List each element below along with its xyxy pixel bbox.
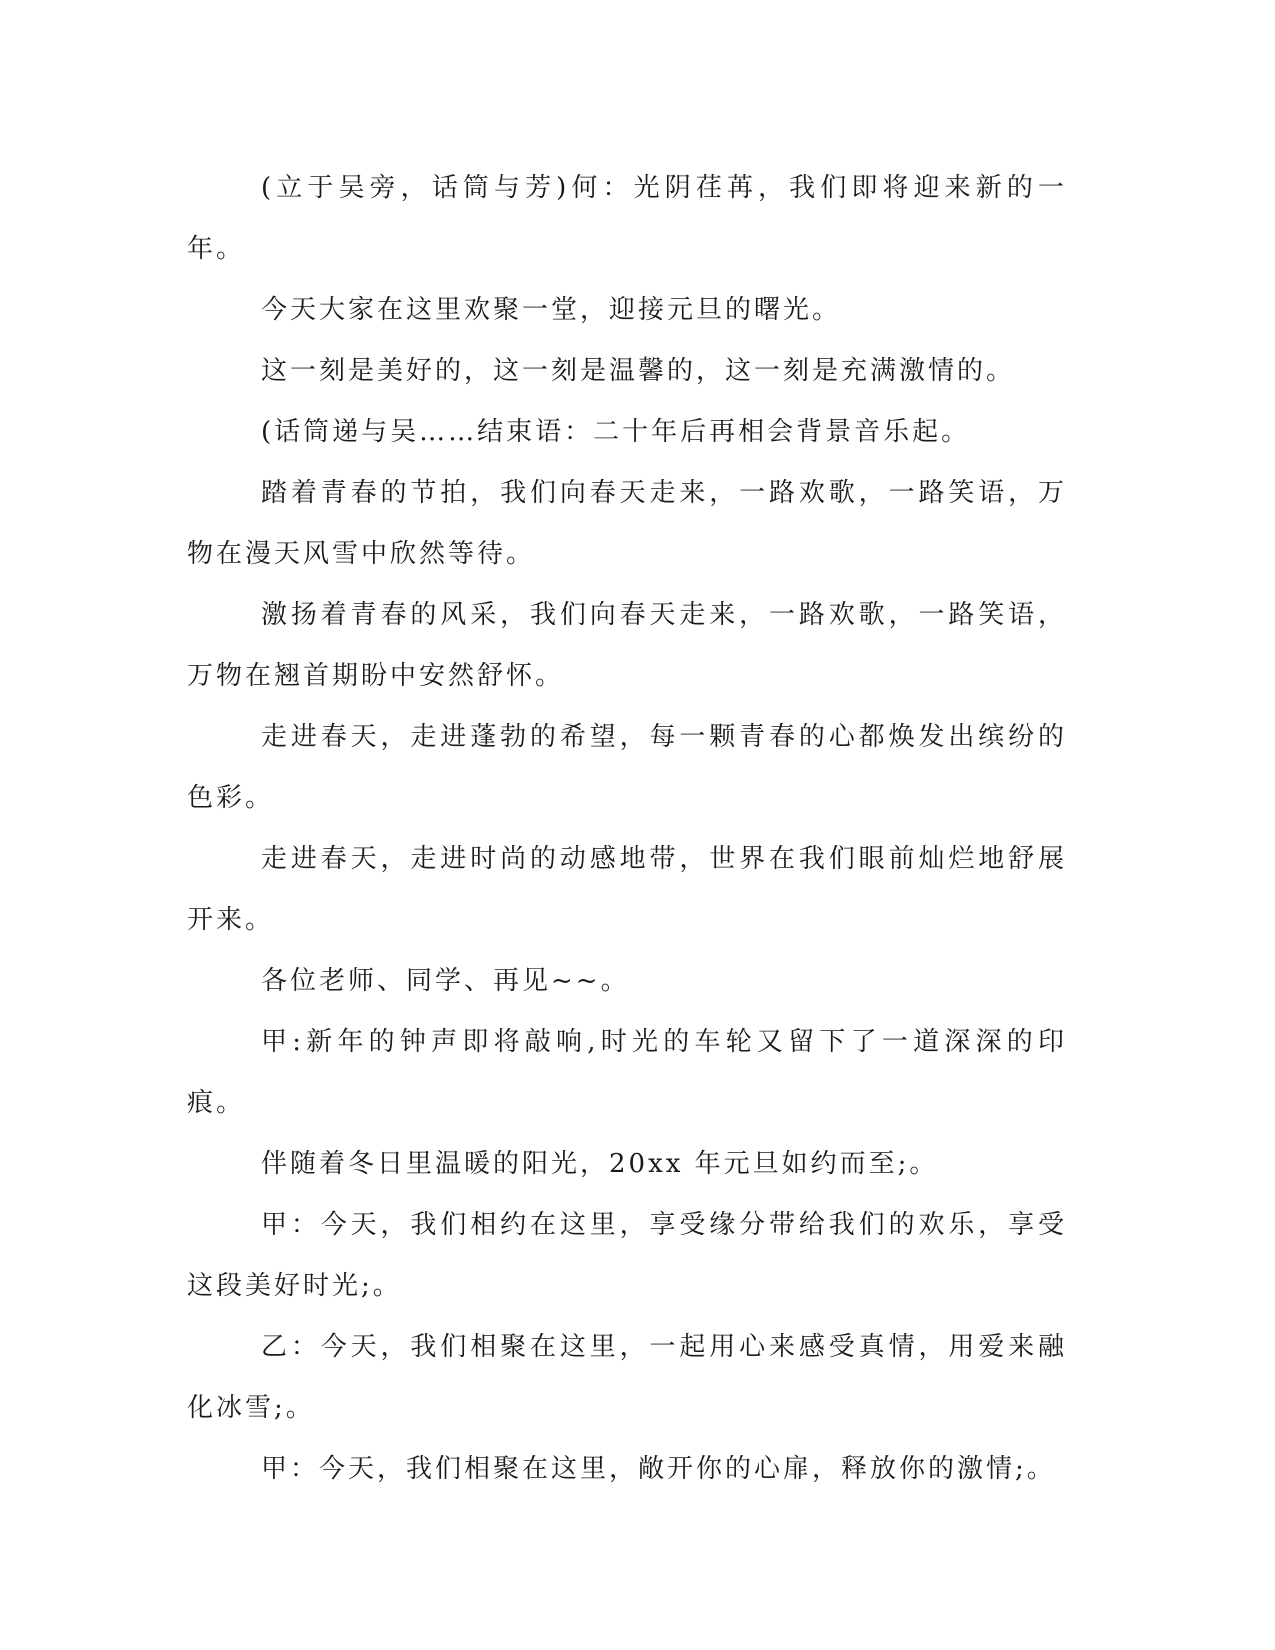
paragraph: 乙：今天，我们相聚在这里，一起用心来感受真情，用爱来融化冰雪;。	[187, 1332, 1067, 1423]
paragraph: (话筒递与吴……结束语：二十年后再相会背景音乐起。	[261, 417, 971, 447]
paragraph: 踏着青春的节拍，我们向春天走来，一路欢歌，一路笑语，万物在漫天风雪中欣然等待。	[187, 478, 1067, 569]
paragraph: 今天大家在这里欢聚一堂，迎接元旦的曙光。	[261, 295, 842, 325]
document-body	[187, 158, 1067, 1500]
paragraph: 走进春天，走进蓬勃的希望，每一颗青春的心都焕发出缤纷的色彩。	[187, 722, 1067, 813]
paragraph: 这一刻是美好的，这一刻是温馨的，这一刻是充满激情的。	[261, 356, 1016, 386]
paragraph: 各位老师、同学、再见~~。	[261, 966, 630, 996]
paragraph: 激扬着青春的风采，我们向春天走来，一路欢歌，一路笑语，万物在翘首期盼中安然舒怀。	[187, 600, 1067, 691]
paragraph: 甲：今天，我们相约在这里，享受缘分带给我们的欢乐，享受这段美好时光;。	[187, 1210, 1067, 1301]
paragraph: 甲:新年的钟声即将敲响,时光的车轮又留下了一道深深的印痕。	[187, 1027, 1067, 1118]
paragraph: 伴随着冬日里温暖的阳光，20xx 年元旦如约而至;。	[261, 1149, 939, 1179]
paragraph: 走进春天，走进时尚的动感地带，世界在我们眼前灿烂地舒展开来。	[187, 844, 1067, 935]
paragraph: 甲：今天，我们相聚在这里，敞开你的心扉，释放你的激情;。	[261, 1454, 1056, 1484]
paragraph: (立于吴旁，话筒与芳)何：光阴荏苒，我们即将迎来新的一年。	[187, 173, 1067, 264]
